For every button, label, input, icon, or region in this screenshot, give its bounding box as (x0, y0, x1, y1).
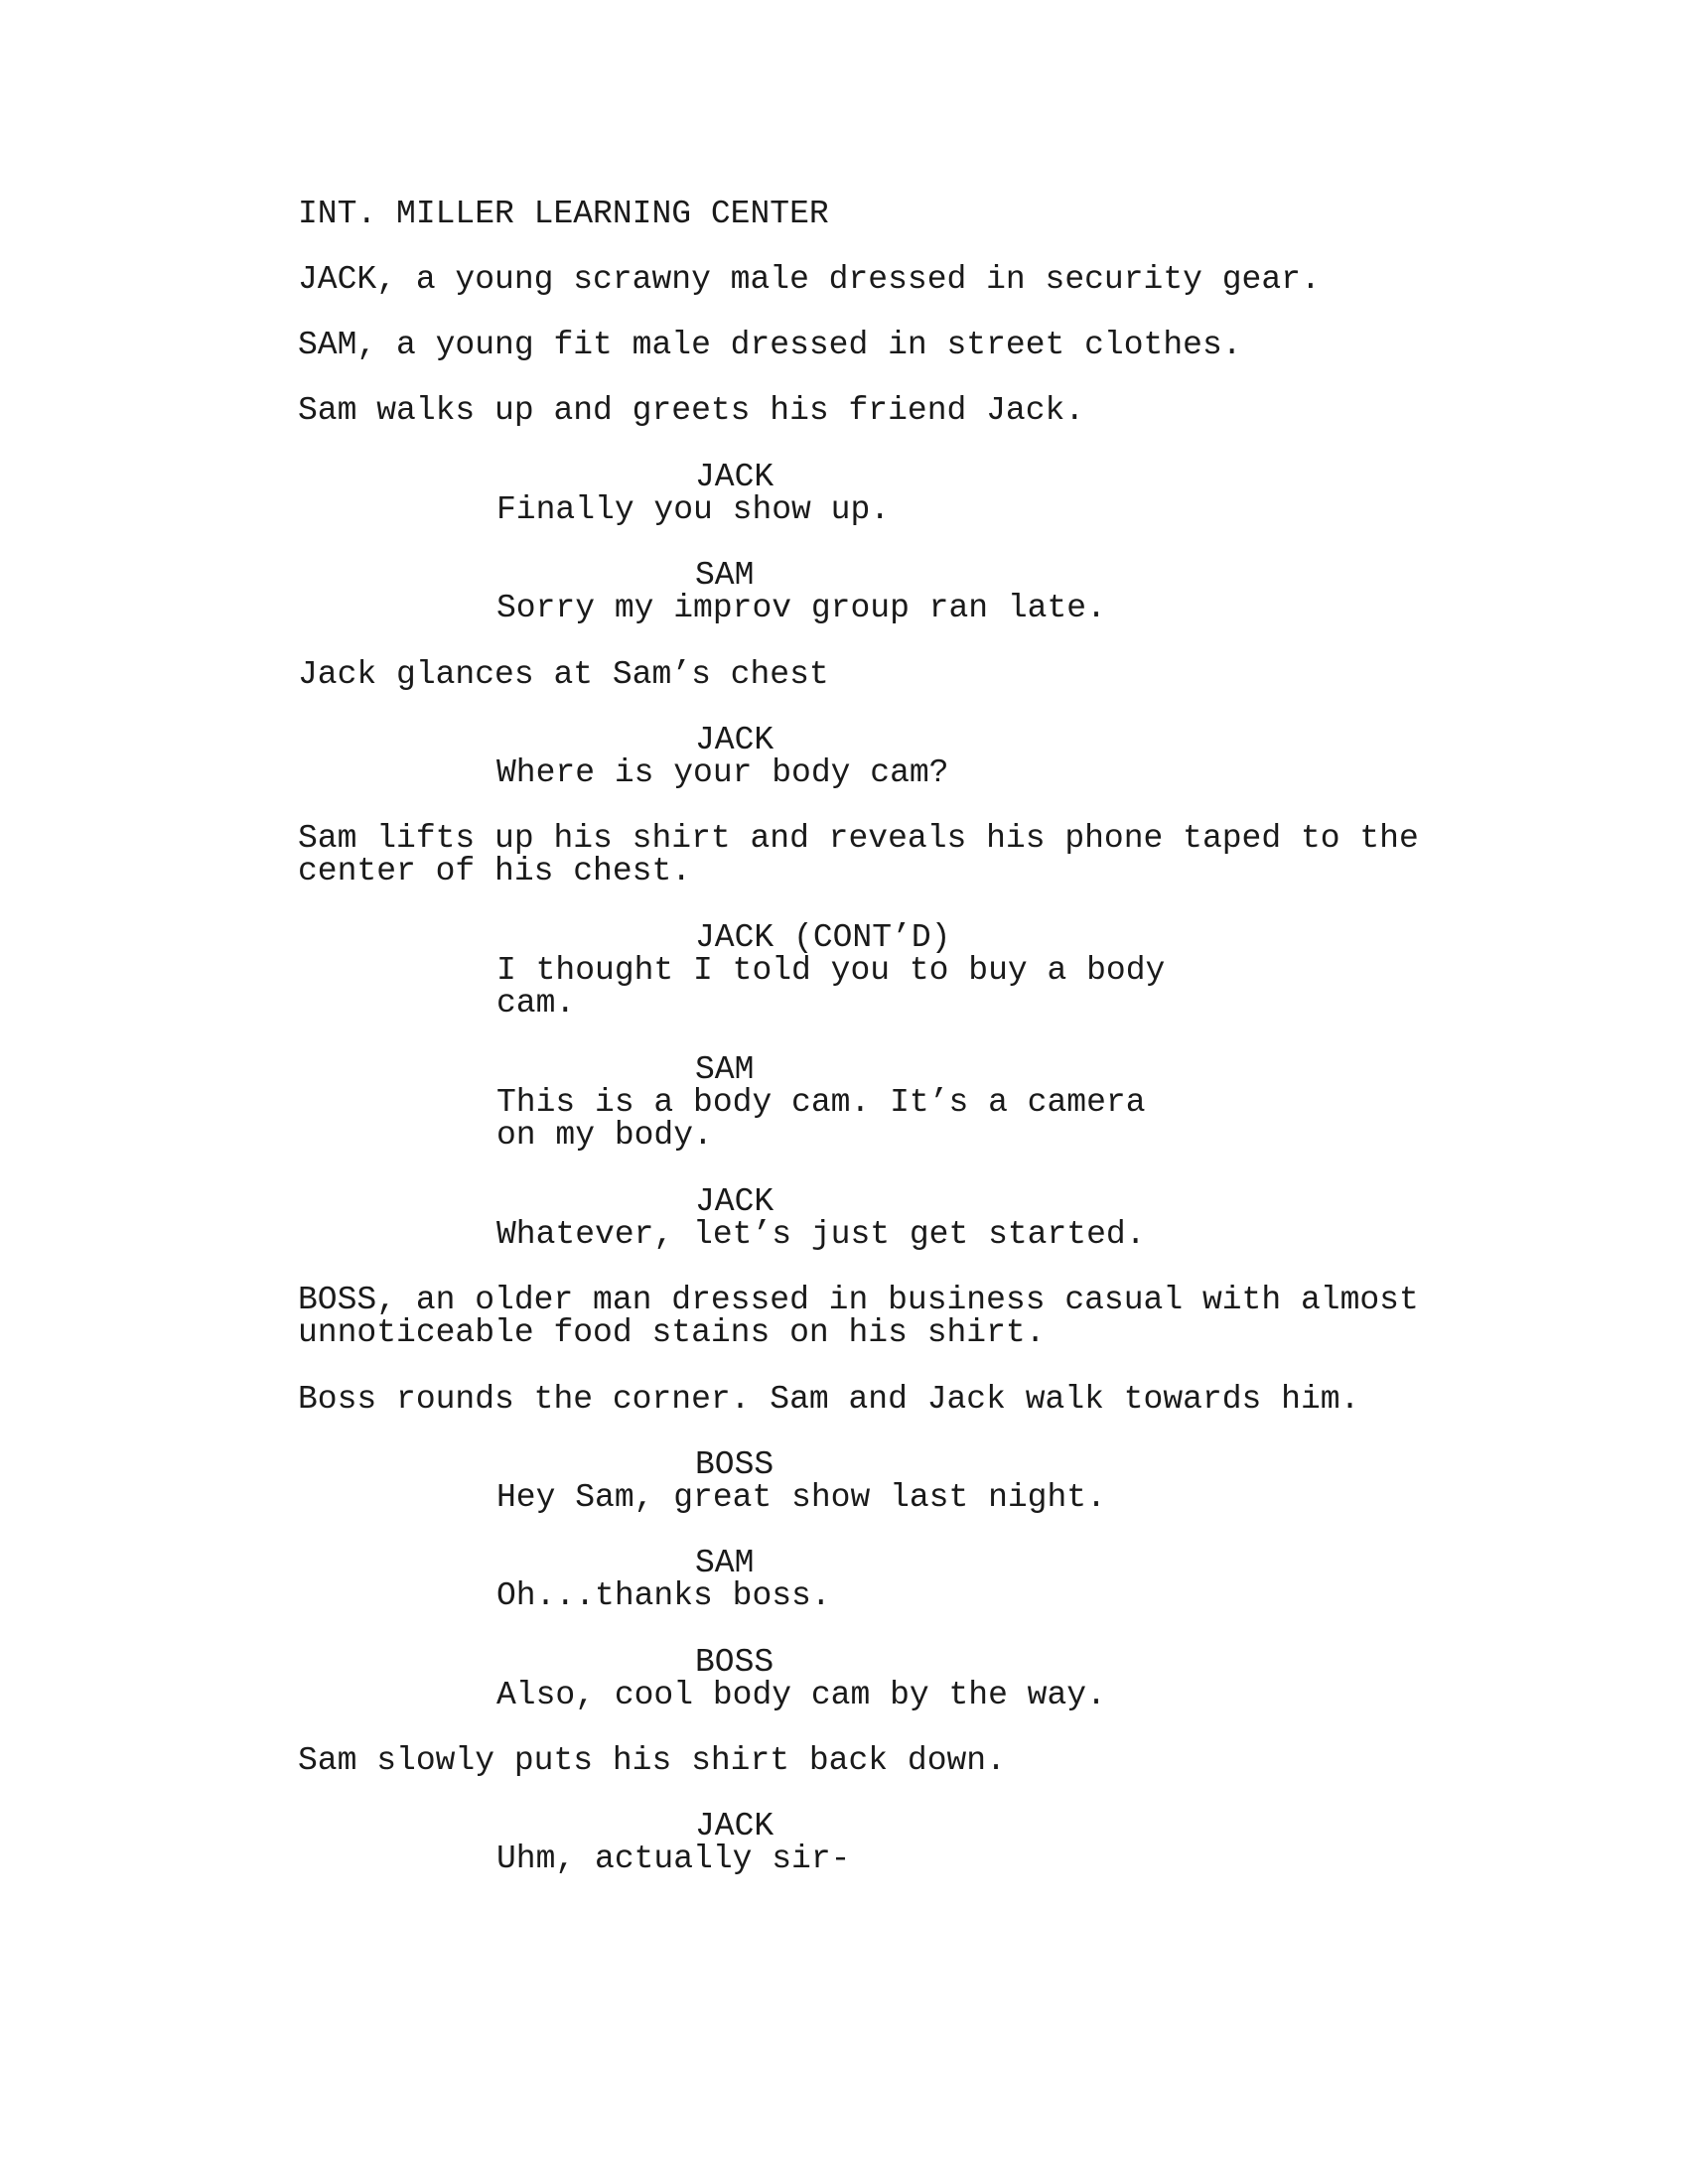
character-cue: JACK (695, 1183, 774, 1220)
action-line: Sam lifts up his shirt and reveals his phone taped to the (298, 820, 1419, 857)
character-cue: SAM (695, 1545, 755, 1581)
dialogue-line: Oh...thanks boss. (496, 1577, 831, 1614)
character-cue: BOSS (695, 1644, 774, 1681)
dialogue-line: Hey Sam, great show last night. (496, 1479, 1106, 1516)
character-cue: SAM (695, 1051, 755, 1088)
action-line: Sam slowly puts his shirt back down. (298, 1742, 1006, 1779)
scene-heading: INT. MILLER LEARNING CENTER (298, 196, 829, 232)
dialogue-line: Also, cool body cam by the way. (496, 1677, 1106, 1713)
dialogue-line: Whatever, let’s just get started. (496, 1216, 1146, 1253)
action-line: Jack glances at Sam’s chest (298, 656, 829, 693)
action-line: BOSS, an older man dressed in business casual with almost (298, 1282, 1419, 1318)
dialogue-line: I thought I told you to buy a body (496, 952, 1166, 989)
dialogue-line: Where is your body cam? (496, 754, 949, 791)
dialogue-line: Uhm, actually sir- (496, 1841, 851, 1877)
character-cue: JACK (695, 459, 774, 495)
dialogue-line: on my body. (496, 1117, 713, 1154)
character-cue: BOSS (695, 1446, 774, 1483)
dialogue-line: Finally you show up. (496, 491, 891, 528)
character-cue: JACK (695, 722, 774, 758)
action-line: Sam walks up and greets his friend Jack. (298, 392, 1085, 429)
character-cue: JACK (CONT’D) (695, 919, 951, 956)
action-line: unnoticeable food stains on his shirt. (298, 1314, 1046, 1351)
action-line: SAM, a young fit male dressed in street clothes. (298, 327, 1242, 363)
action-line: Boss rounds the corner. Sam and Jack walk towards him. (298, 1381, 1360, 1418)
action-line: center of his chest. (298, 853, 692, 889)
dialogue-line: Sorry my improv group ran late. (496, 590, 1106, 626)
dialogue-line: cam. (496, 985, 576, 1022)
dialogue-line: This is a body cam. It’s a camera (496, 1084, 1146, 1121)
character-cue: SAM (695, 557, 755, 594)
action-line: JACK, a young scrawny male dressed in security gear. (298, 261, 1321, 298)
character-cue: JACK (695, 1808, 774, 1844)
